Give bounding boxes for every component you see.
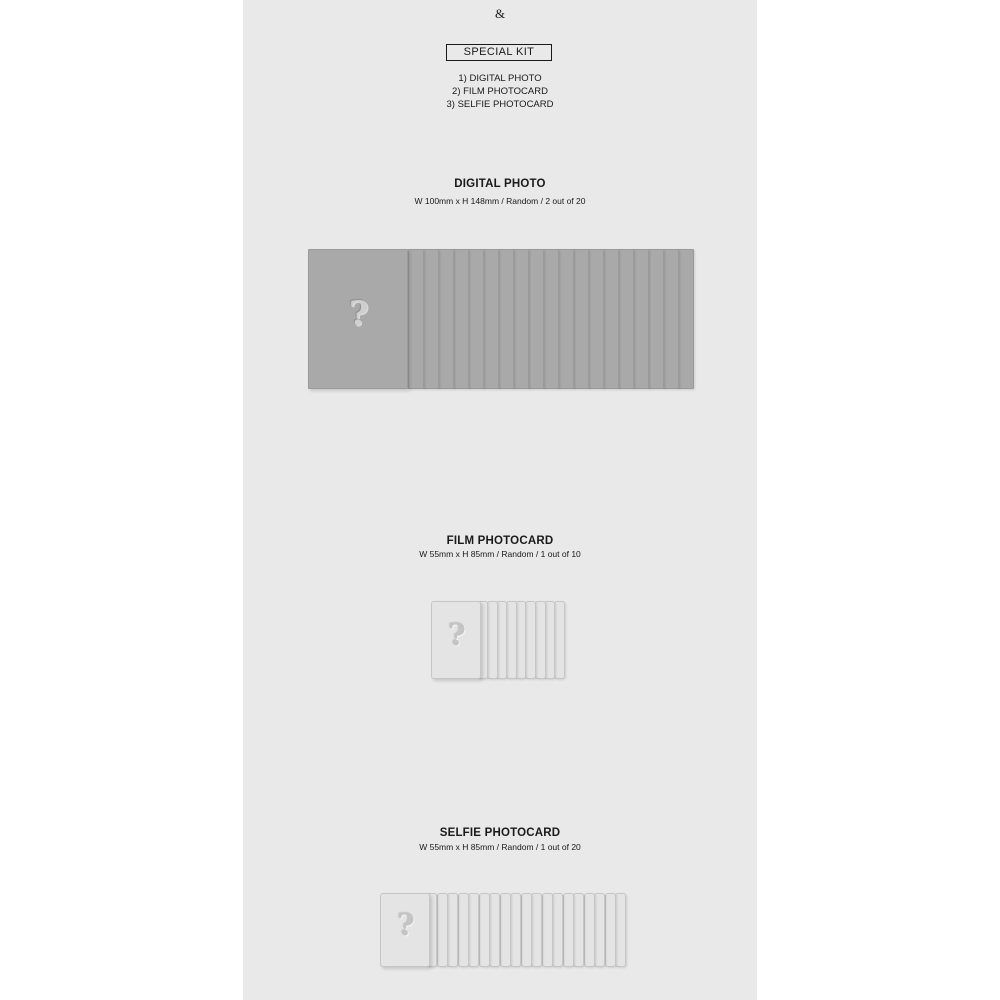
stacked-card xyxy=(500,893,511,967)
stacked-card xyxy=(437,893,448,967)
front-card xyxy=(308,249,408,389)
stacked-card xyxy=(513,249,529,389)
stacked-card xyxy=(483,249,499,389)
stacked-card xyxy=(468,893,479,967)
stacked-card xyxy=(498,249,514,389)
stacked-card xyxy=(584,893,595,967)
stacked-card xyxy=(468,249,484,389)
stacked-card xyxy=(594,893,605,967)
stacked-card xyxy=(543,249,559,389)
stacked-card xyxy=(554,601,565,679)
question-mark-icon: ? xyxy=(349,294,369,334)
stacked-card xyxy=(458,893,469,967)
stacked-card xyxy=(618,249,634,389)
stacked-card xyxy=(525,601,536,679)
stacked-card xyxy=(506,601,517,679)
stacked-card xyxy=(542,893,553,967)
stacked-card xyxy=(615,893,626,967)
film-photocard-title: FILM PHOTOCARD xyxy=(446,535,554,547)
stacked-card xyxy=(423,249,439,389)
stacked-card xyxy=(535,601,546,679)
stacked-card xyxy=(408,249,424,389)
stacked-card xyxy=(558,249,574,389)
digital-photo-spec: W 100mm x H 148mm / Random / 2 out of 20 xyxy=(414,196,586,206)
stacked-card xyxy=(521,893,532,967)
front-card xyxy=(380,893,430,967)
special-kit-label: SPECIAL KIT xyxy=(446,44,552,61)
stacked-card xyxy=(663,249,679,389)
stacked-card xyxy=(648,249,664,389)
stacked-card xyxy=(489,893,500,967)
stacked-card xyxy=(453,249,469,389)
digital-photo-title: DIGITAL PHOTO xyxy=(454,178,546,190)
stacked-card xyxy=(552,893,563,967)
stacked-card xyxy=(588,249,604,389)
stacked-card xyxy=(496,601,507,679)
stacked-card xyxy=(510,893,521,967)
stacked-card xyxy=(528,249,544,389)
stacked-card xyxy=(678,249,694,389)
stacked-card xyxy=(438,249,454,389)
stacked-card xyxy=(563,893,574,967)
stacked-card xyxy=(479,893,490,967)
content-panel xyxy=(243,0,757,1000)
kit-contents-item: 1) DIGITAL PHOTO xyxy=(458,73,542,84)
stacked-card xyxy=(544,601,555,679)
selfie-photocard-spec: W 55mm x H 85mm / Random / 1 out of 20 xyxy=(419,842,581,852)
stacked-card xyxy=(531,893,542,967)
stacked-card xyxy=(605,893,616,967)
front-card xyxy=(431,601,481,679)
stacked-card xyxy=(487,601,498,679)
question-mark-icon: ? xyxy=(397,908,415,943)
stacked-card xyxy=(447,893,458,967)
kit-contents-item: 3) SELFIE PHOTOCARD xyxy=(446,99,554,110)
question-mark-icon: ? xyxy=(448,618,466,653)
kit-contents-item: 2) FILM PHOTOCARD xyxy=(452,86,548,97)
film-photocard-spec: W 55mm x H 85mm / Random / 1 out of 10 xyxy=(419,549,581,559)
stacked-card xyxy=(573,893,584,967)
selfie-photocard-title: SELFIE PHOTOCARD xyxy=(439,827,561,839)
stacked-card xyxy=(515,601,526,679)
stacked-card xyxy=(633,249,649,389)
kit-contents-list xyxy=(243,72,757,111)
stacked-card xyxy=(603,249,619,389)
stacked-card xyxy=(573,249,589,389)
ampersand: & xyxy=(494,6,506,21)
